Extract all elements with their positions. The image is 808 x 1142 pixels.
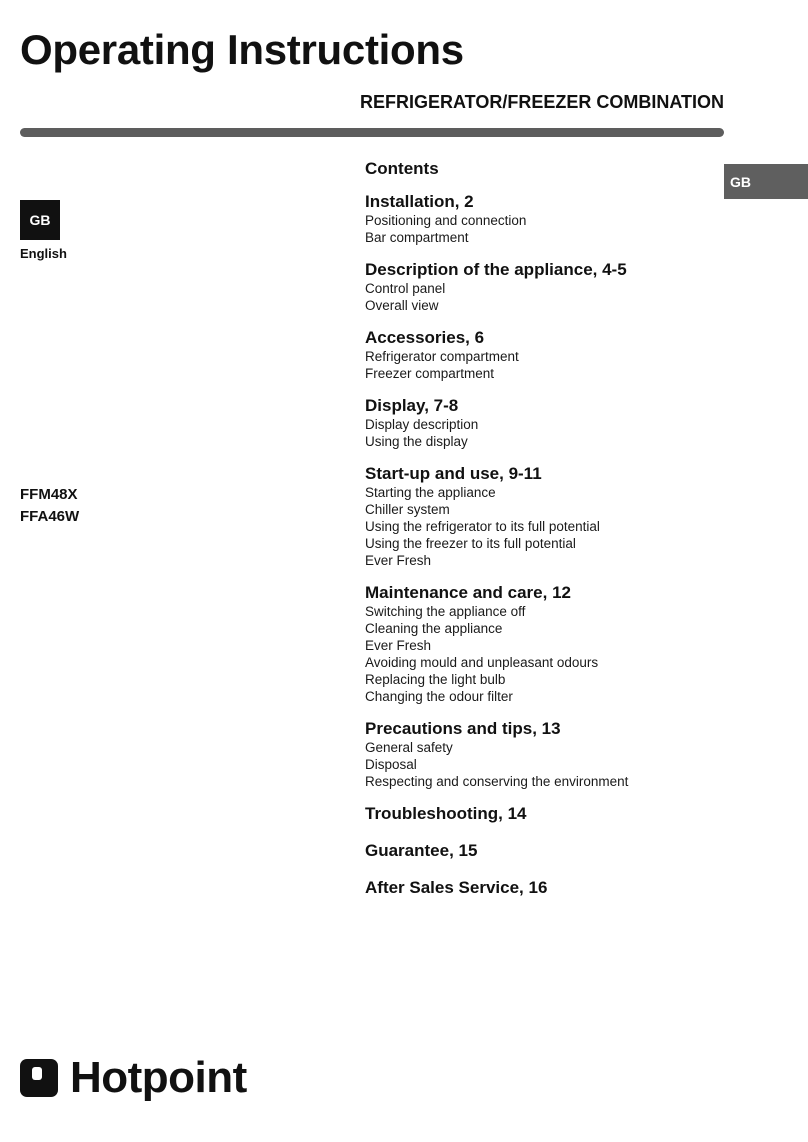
toc-subitem[interactable]: Bar compartment	[365, 230, 469, 245]
toc-section	[365, 259, 705, 314]
toc-subitem[interactable]: General safety	[365, 740, 453, 755]
toc-section-title[interactable]: Start-up and use, 9-11	[365, 464, 542, 483]
toc-section	[365, 191, 705, 246]
toc-subitem[interactable]: Ever Fresh	[365, 638, 432, 653]
toc-subitem[interactable]: Control panel	[365, 281, 446, 296]
toc-section	[365, 463, 705, 569]
toc-section	[365, 395, 705, 450]
toc-section	[365, 327, 705, 382]
toc-subitem[interactable]: Disposal	[365, 757, 417, 772]
toc-subitem[interactable]: Positioning and connection	[365, 213, 527, 228]
toc-subitem[interactable]: Replacing the light bulb	[365, 672, 506, 687]
toc-subitem[interactable]: Refrigerator compartment	[365, 349, 519, 364]
toc-section-title[interactable]: Accessories, 6	[365, 328, 485, 347]
toc-section-title[interactable]: Installation, 2	[365, 192, 474, 211]
toc-section-title[interactable]: Display, 7-8	[365, 396, 459, 415]
toc-subitem[interactable]: Display description	[365, 417, 479, 432]
toc-subitem[interactable]: Freezer compartment	[365, 366, 495, 381]
toc-subitem[interactable]: Ever Fresh	[365, 553, 432, 568]
toc-sections	[365, 191, 705, 898]
toc-section	[365, 582, 705, 705]
contents-heading: Contents	[365, 159, 439, 178]
toc-section-title[interactable]: After Sales Service, 16	[365, 878, 548, 897]
toc-subitem[interactable]: Overall view	[365, 298, 439, 313]
table-of-contents	[365, 157, 705, 914]
toc-subitem[interactable]: Switching the appliance off	[365, 604, 526, 619]
toc-section-title[interactable]: Troubleshooting, 14	[365, 804, 527, 823]
toc-subitem[interactable]: Using the freezer to its full potential	[365, 536, 576, 551]
toc-section	[365, 803, 705, 824]
toc-subitem[interactable]: Respecting and conserving the environment	[365, 774, 629, 789]
toc-section-title[interactable]: Maintenance and care, 12	[365, 583, 571, 602]
model-list	[20, 484, 79, 528]
toc-subitem[interactable]: Changing the odour filter	[365, 689, 513, 704]
toc-subitem[interactable]: Cleaning the appliance	[365, 621, 503, 636]
brand-logo	[20, 1054, 247, 1102]
toc-section	[365, 877, 705, 898]
language-badge: GB	[20, 200, 60, 240]
toc-subitem[interactable]: Chiller system	[365, 502, 450, 517]
toc-section	[365, 718, 705, 790]
language-side-tab[interactable]: GB	[724, 164, 808, 199]
page-subtitle: REFRIGERATOR/FREEZER COMBINATION	[360, 92, 724, 112]
header-divider	[20, 128, 724, 137]
brand-name: Hotpoint	[70, 1053, 247, 1102]
toc-subitem[interactable]: Avoiding mould and unpleasant odours	[365, 655, 599, 670]
toc-section	[365, 840, 705, 861]
page-title: Operating Instructions	[20, 26, 464, 73]
model-number: FFA46W	[20, 508, 80, 525]
toc-subitem[interactable]: Using the display	[365, 434, 468, 449]
hotpoint-logo-icon	[20, 1059, 58, 1097]
toc-section-title[interactable]: Precautions and tips, 13	[365, 719, 561, 738]
toc-subitem[interactable]: Starting the appliance	[365, 485, 496, 500]
toc-section-title[interactable]: Guarantee, 15	[365, 841, 478, 860]
language-name: English	[20, 246, 67, 261]
model-number: FFM48X	[20, 486, 78, 503]
toc-section-title[interactable]: Description of the appliance, 4-5	[365, 260, 627, 279]
toc-subitem[interactable]: Using the refrigerator to its full potential	[365, 519, 600, 534]
